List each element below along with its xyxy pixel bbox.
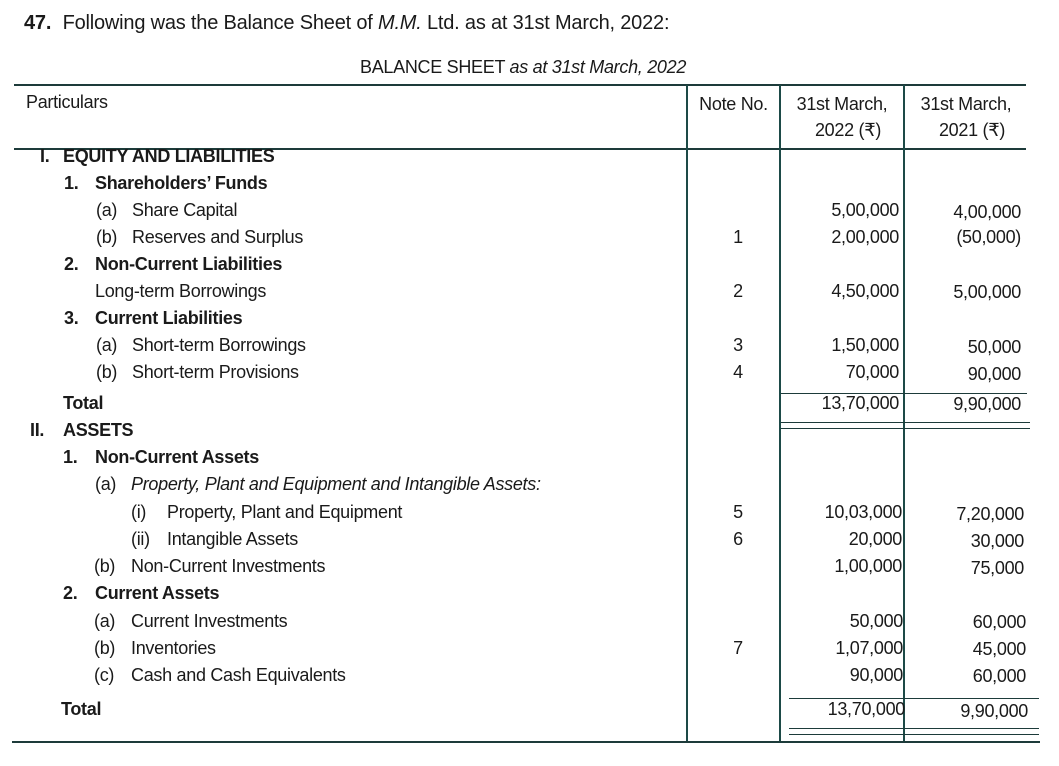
header-note-no [688,91,779,117]
header-previous-year [905,91,1027,143]
row-marker: I. [40,146,50,166]
table-row [0,529,1059,556]
row-marker: (a) [96,335,118,355]
company-name: M.M. [377,12,422,34]
row-marker: 2. [64,254,79,274]
row-note-no: 7 [733,638,743,658]
row-marker: 1. [63,447,78,467]
row-marker: (c) [94,665,115,685]
table-row [0,665,1059,692]
row-note-no: 3 [733,335,743,355]
header-note-label: Note No. [699,94,768,114]
row-amount-2022: 2,00,000 [831,227,899,247]
table-row [0,146,1059,173]
table-bottom-rule [12,741,1040,743]
row-amount-2021: 5,00,000 [953,282,1021,302]
row-amount-2021: 9,90,000 [953,394,1021,414]
table-row [0,638,1059,665]
row-label: Short-term Borrowings [132,335,306,355]
sheet-title-sub: as at 31st March, 2022 [509,57,687,77]
assets-total-bottom-rule-2 [789,734,1039,735]
table-row [0,474,1059,501]
row-amount-2022: 90,000 [849,665,903,685]
row-amount-2022: 13,70,000 [821,393,899,413]
table-row [0,254,1059,281]
row-label: Total [61,699,102,719]
row-amount-2021: 7,20,000 [956,504,1024,524]
row-marker: (ii) [131,529,150,549]
table-row [0,447,1059,474]
row-label: EQUITY AND LIABILITIES [63,146,275,166]
row-marker: (i) [131,502,147,522]
row-note-no: 2 [733,281,743,301]
table-row [0,420,1059,447]
row-amount-2022: 20,000 [848,529,902,549]
row-marker: (b) [96,362,118,382]
row-amount-2021: 60,000 [972,666,1026,686]
row-amount-2022: 5,00,000 [831,200,899,220]
header-current-line1: 31st March, [796,94,888,114]
table-row [0,502,1059,529]
row-amount-2022: 1,00,000 [834,556,902,576]
row-amount-2021: (50,000) [956,227,1021,247]
row-marker: (b) [94,556,116,576]
table-row [0,200,1059,227]
row-marker: 3. [64,308,79,328]
question-text-before: Following was the Balance Sheet of [62,12,373,34]
row-amount-2021: 75,000 [970,558,1024,578]
row-label: Short-term Provisions [132,362,299,382]
question-text-after: Ltd. as at 31st March, 2022: [426,12,670,34]
row-amount-2021: 30,000 [970,531,1024,551]
row-label: Property, Plant and Equipment [167,502,403,522]
row-amount-2021: 45,000 [972,639,1026,659]
row-amount-2022: 70,000 [845,362,899,382]
table-row [0,281,1059,308]
row-label: Current Assets [95,583,220,603]
row-label: Inventories [131,638,216,658]
row-marker: II. [30,420,45,440]
table-row [0,362,1059,389]
row-label: Non-Current Assets [95,447,259,467]
table-top-rule [14,84,1026,86]
row-amount-2021: 4,00,000 [953,202,1021,222]
table-row [0,393,1059,420]
row-marker: 2. [63,583,78,603]
row-note-no: 1 [733,227,743,247]
row-amount-2021: 9,90,000 [960,701,1028,721]
row-label: Intangible Assets [167,529,298,549]
table-row [0,227,1059,254]
row-amount-2021: 90,000 [967,364,1021,384]
row-amount-2022: 13,70,000 [827,699,905,719]
row-label: Property, Plant and Equipment and Intangible Assets: [131,474,541,494]
row-label: Total [63,393,104,413]
question-heading [24,12,669,35]
row-label: Non-Current Liabilities [95,254,283,274]
header-previous-line2: 2021 (₹) [938,120,1006,140]
row-amount-2022: 1,50,000 [831,335,899,355]
row-label: Share Capital [132,200,238,220]
header-previous-line1: 31st March, [920,94,1012,114]
table-row [0,308,1059,335]
row-label: Cash and Cash Equivalents [131,665,346,685]
row-marker: (a) [95,474,117,494]
row-note-no: 6 [733,529,743,549]
row-marker: (a) [94,611,116,631]
row-amount-2021: 60,000 [972,612,1026,632]
balance-sheet-title [360,57,686,78]
header-current-line2: 2022 (₹) [814,120,882,140]
table-row [0,173,1059,200]
row-label: Shareholders’ Funds [95,173,268,193]
header-particulars: Particulars [26,92,108,112]
row-label: Long-term Borrowings [95,281,267,301]
row-amount-2022: 1,07,000 [835,638,903,658]
row-label: ASSETS [63,420,134,440]
question-number: 47. [24,12,52,34]
row-note-no: 5 [733,502,743,522]
row-label: Current Liabilities [95,308,243,328]
row-marker: (b) [96,227,118,247]
row-amount-2021: 50,000 [967,337,1021,357]
row-marker: (a) [96,200,118,220]
table-row [0,611,1059,638]
header-current-year [781,91,903,143]
assets-total-bottom-rule-1 [789,728,1039,729]
row-amount-2022: 50,000 [849,611,903,631]
table-row [0,556,1059,583]
row-label: Current Investments [131,611,288,631]
table-row [0,583,1059,610]
row-note-no: 4 [733,362,743,382]
table-row [0,335,1059,362]
row-amount-2022: 10,03,000 [824,502,902,522]
row-label: Non-Current Investments [131,556,326,576]
row-marker: 1. [64,173,79,193]
row-label: Reserves and Surplus [132,227,304,247]
row-marker: (b) [94,638,116,658]
row-amount-2022: 4,50,000 [831,281,899,301]
table-row [0,699,1059,726]
sheet-title-main: BALANCE SHEET [360,57,505,77]
